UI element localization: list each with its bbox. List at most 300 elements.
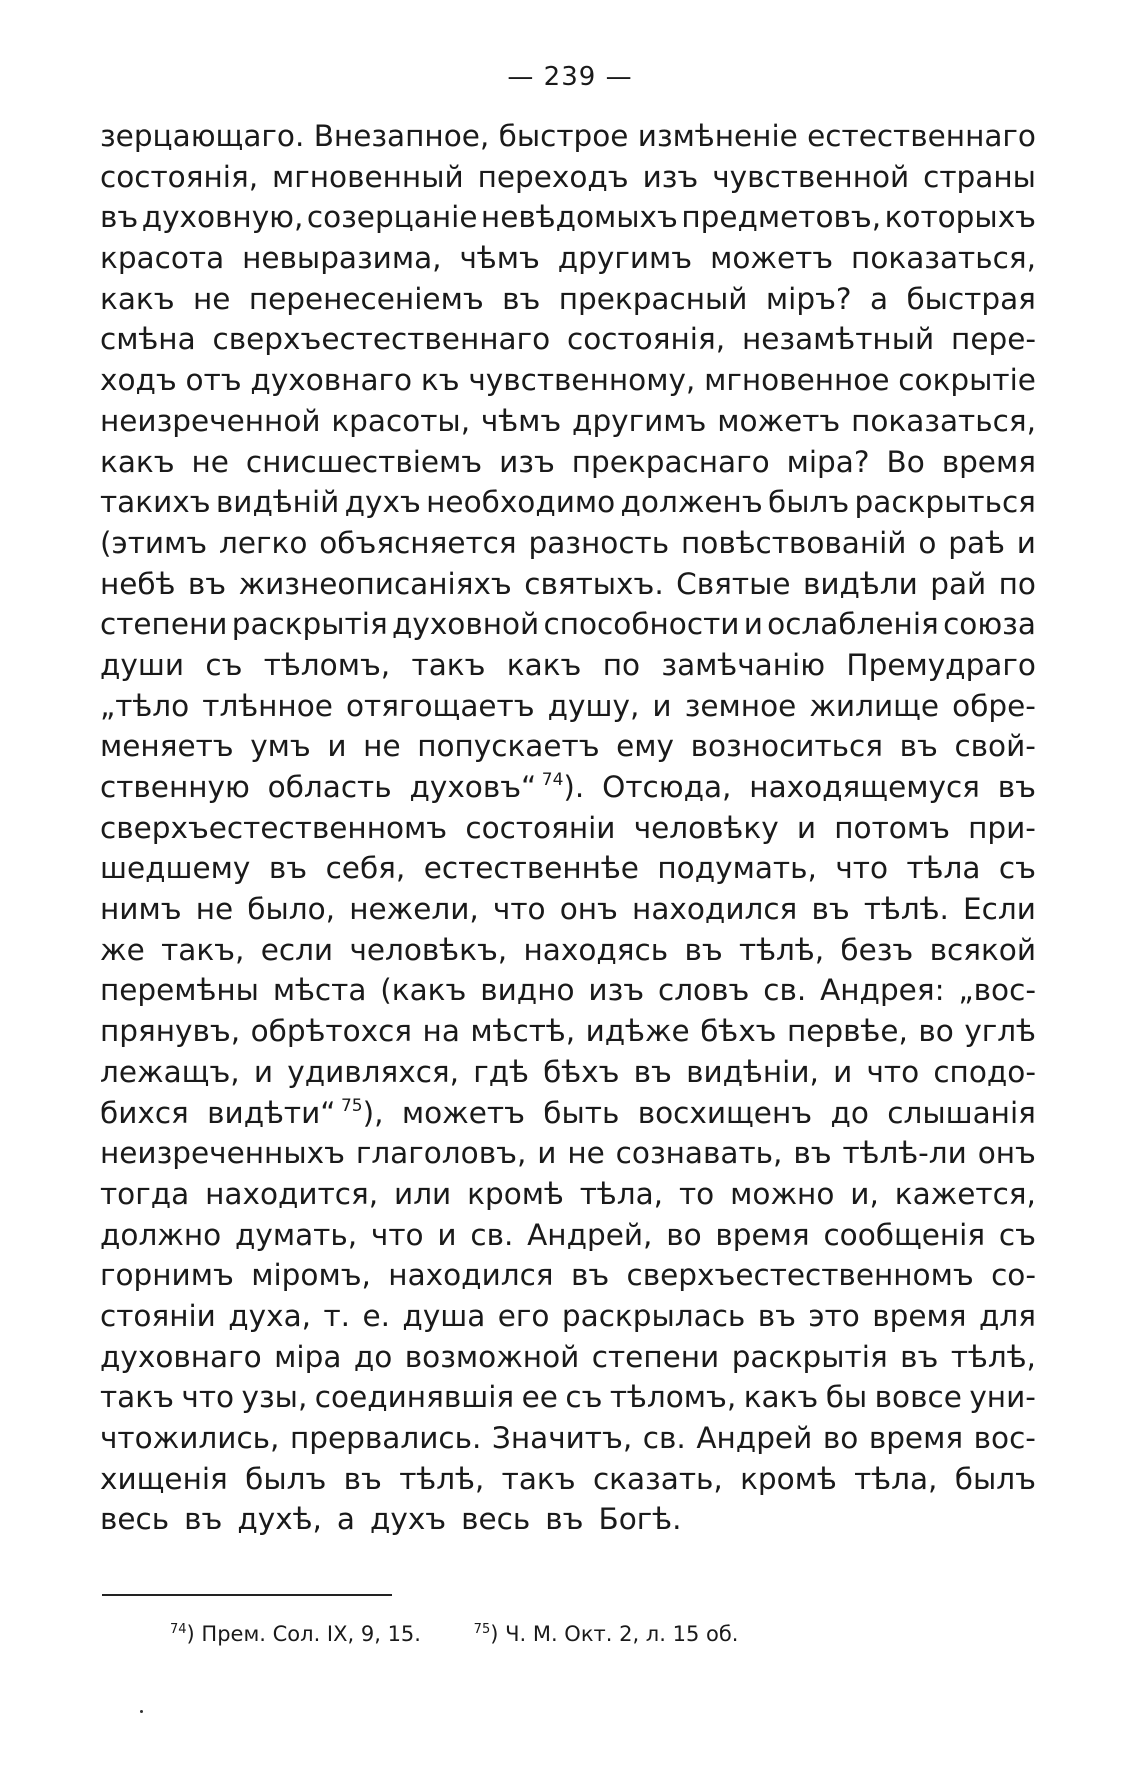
word: мгновенный	[272, 159, 464, 194]
word: въ	[184, 1502, 223, 1537]
word: бихся	[100, 1095, 189, 1130]
word: духовнаго	[250, 363, 413, 398]
word: духовную,	[141, 200, 304, 235]
word: а	[336, 1502, 355, 1537]
word: въ	[502, 281, 541, 316]
text-line	[100, 1337, 1036, 1378]
word: находился	[632, 892, 798, 927]
word: міра?	[786, 444, 870, 479]
word: можетъ	[717, 403, 841, 438]
text-line	[100, 116, 1036, 157]
word: видно	[480, 973, 575, 1008]
word: духовной	[391, 607, 540, 642]
word: уни-	[969, 1380, 1036, 1415]
word: для	[978, 1298, 1036, 1333]
word: раскрылась	[561, 1298, 746, 1333]
word: всякой	[929, 932, 1036, 967]
text-line	[100, 1377, 1036, 1418]
word: неизреченной	[100, 403, 321, 438]
word: время	[715, 1217, 810, 1252]
word: кромѣ	[467, 1176, 564, 1211]
word: гдѣ	[473, 1054, 529, 1089]
word: состоянія,	[567, 322, 726, 357]
word: съ	[565, 1380, 603, 1415]
word: можно	[730, 1176, 835, 1211]
footnote-divider	[102, 1594, 392, 1596]
word: души	[100, 647, 185, 682]
word: и	[833, 1054, 853, 1089]
word: перенесеніемъ	[248, 281, 484, 316]
word: видѣти“ $^{75}$),	[207, 1095, 384, 1130]
text-line	[100, 523, 1036, 564]
word: духѣ,	[237, 1502, 322, 1537]
word: міра	[274, 1339, 342, 1374]
word: прекрасный	[558, 281, 748, 316]
word: не	[363, 729, 401, 764]
word: мгновенное	[704, 363, 890, 398]
word: раскрыться	[854, 485, 1036, 520]
word: при-	[968, 810, 1036, 845]
word: Богѣ.	[598, 1502, 682, 1537]
text-line	[100, 279, 1036, 320]
word: сподо-	[933, 1054, 1036, 1089]
word: бѣхъ	[543, 1054, 620, 1089]
text-line	[100, 645, 1036, 686]
word: видѣли	[802, 566, 918, 601]
word: такъ	[411, 647, 486, 682]
word: въ	[343, 1461, 382, 1496]
word: и	[796, 810, 817, 845]
word: прянувъ,	[100, 1014, 241, 1049]
word: Если	[963, 892, 1036, 927]
word: красоты,	[331, 403, 471, 438]
text-line	[100, 1174, 1036, 1215]
word: весь	[100, 1502, 170, 1537]
word: находящемуся	[749, 770, 980, 804]
word: кромѣ	[740, 1461, 837, 1496]
word: ственную	[100, 770, 250, 804]
word: вос-	[973, 1421, 1036, 1455]
word: св.	[470, 1217, 514, 1252]
word: на	[422, 1014, 460, 1049]
word: сообщенія	[823, 1217, 986, 1252]
word: какъ	[100, 444, 175, 479]
word: ее	[521, 1380, 558, 1415]
word: что	[181, 1380, 235, 1415]
word: думать,	[235, 1217, 358, 1252]
word: и	[1016, 525, 1036, 560]
text-line	[100, 848, 1036, 889]
word: союза	[943, 607, 1036, 642]
word: такъ	[501, 1461, 576, 1496]
word: раѣ	[948, 525, 1005, 560]
word: зерцающаго.	[100, 119, 305, 153]
word: должно	[100, 1217, 222, 1252]
text-line	[100, 1499, 1036, 1540]
word: если	[260, 932, 334, 967]
word: тѣла,	[579, 1176, 664, 1211]
word: быть	[543, 1095, 620, 1130]
word: въ	[757, 1298, 796, 1333]
word: показаться,	[851, 241, 1036, 276]
text-line	[100, 360, 1036, 401]
word: и	[437, 1217, 457, 1252]
word: невыразима,	[242, 241, 442, 276]
word: обрѣтохся	[250, 1014, 413, 1049]
body-text	[100, 116, 1036, 1540]
word: „тѣло	[100, 688, 190, 723]
word: такъ,	[161, 932, 245, 967]
word: тѣла	[906, 851, 981, 886]
word: не	[192, 281, 231, 316]
word: мѣста	[272, 973, 367, 1008]
word: глаголовъ,	[355, 1136, 527, 1171]
word: время	[868, 1421, 964, 1455]
word: духовъ“ $^{74}$).	[409, 770, 585, 804]
word: созерцаніе	[306, 200, 478, 235]
word: какъ	[743, 1380, 819, 1415]
word: Святые	[676, 566, 791, 601]
word: прекраснаго	[571, 444, 770, 479]
word: показаться,	[851, 403, 1036, 438]
text-line	[100, 808, 1036, 849]
word: изъ	[642, 159, 699, 194]
word: отъ	[185, 363, 242, 398]
word: видѣній	[215, 485, 340, 520]
word: то	[679, 1176, 715, 1211]
word: былъ	[954, 1461, 1036, 1496]
word: Значитъ,	[491, 1421, 633, 1455]
word: лежащъ,	[100, 1054, 240, 1089]
word: сверхъестественномъ	[626, 1258, 974, 1293]
word: и	[537, 1136, 557, 1171]
word: чувственной	[712, 159, 910, 194]
word: чѣмъ	[480, 403, 562, 438]
text-line	[100, 1011, 1036, 1052]
text-line	[100, 1459, 1036, 1500]
word: попускаетъ	[417, 729, 600, 764]
word: въ	[100, 200, 139, 235]
word: способности	[543, 607, 740, 642]
word: е.	[362, 1298, 390, 1333]
word: предметовъ,	[681, 200, 882, 235]
word: въ	[900, 1339, 939, 1374]
text-line	[100, 1296, 1036, 1337]
word: повѣствованій	[680, 525, 907, 560]
word: можетъ	[401, 1095, 525, 1130]
footnote-text: ) Прем. Сол. IX, 9, 15.	[186, 1622, 421, 1646]
word: по	[998, 566, 1036, 601]
word: находясь	[523, 932, 669, 967]
word: удивляхся,	[287, 1054, 460, 1089]
footnote-text: ) Ч. М. Окт. 2, л. 15 об.	[490, 1622, 739, 1646]
text-line	[100, 1093, 1036, 1134]
word: потомъ	[834, 810, 950, 845]
word: его	[497, 1298, 550, 1333]
word: св.	[642, 1421, 686, 1455]
word: нежели,	[349, 892, 479, 927]
word: былъ	[768, 485, 850, 520]
word: (какъ	[380, 973, 467, 1008]
word: сказать,	[592, 1461, 723, 1496]
footnote-ref: 75	[335, 1095, 363, 1116]
word: или	[394, 1176, 452, 1211]
word: Андрей	[696, 1421, 813, 1455]
word: тлѣнное	[202, 688, 333, 723]
word: міромъ,	[251, 1258, 371, 1293]
word: чѣмъ	[459, 241, 540, 276]
word: (этимъ	[100, 525, 208, 560]
word: ему	[616, 729, 675, 764]
word: въ	[187, 566, 227, 601]
page-number: — 239 —	[507, 62, 633, 92]
word: въ	[268, 851, 308, 886]
word: измѣненіе	[637, 119, 798, 153]
word: легко	[219, 525, 308, 560]
word: естественнѣе	[423, 851, 639, 886]
text-line	[100, 686, 1036, 727]
word: въ	[633, 1054, 672, 1089]
word: слышанія	[887, 1095, 1036, 1130]
word: время	[872, 1298, 967, 1333]
word: тѣломъ,	[609, 1380, 737, 1415]
text-line	[100, 767, 1036, 808]
word: переходъ	[477, 159, 629, 194]
text-line	[100, 1133, 1036, 1174]
word: перемѣны	[100, 973, 259, 1008]
word: человѣкъ,	[349, 932, 508, 967]
word: необходимо	[426, 485, 616, 520]
word: что	[866, 1054, 920, 1089]
word: меняетъ	[100, 729, 234, 764]
word: возможной	[404, 1339, 580, 1374]
word: первѣе,	[787, 1014, 908, 1049]
text-line	[100, 970, 1036, 1011]
word: тѣла,	[854, 1461, 938, 1496]
word: не	[191, 444, 229, 479]
word: горнимъ	[100, 1258, 234, 1293]
word: въ	[793, 1136, 832, 1171]
word: бы	[825, 1380, 868, 1415]
word: и	[652, 688, 672, 723]
word: снисшествіемъ	[245, 444, 483, 479]
word: а	[869, 281, 889, 316]
word: Во	[886, 444, 925, 479]
word: какъ	[100, 281, 175, 316]
word: что	[835, 851, 889, 886]
word: словъ	[657, 973, 750, 1008]
word: сверхъестественномъ	[100, 810, 448, 845]
word: душа	[402, 1298, 486, 1333]
word: пере-	[951, 322, 1036, 357]
word: съ	[998, 851, 1036, 886]
word: сверхъестественнаго	[212, 322, 551, 357]
word: которыхъ	[884, 200, 1036, 235]
word: нимъ	[100, 892, 182, 927]
text-line	[100, 157, 1036, 198]
word: онъ	[977, 1136, 1036, 1171]
word: былъ	[245, 1461, 327, 1496]
word: ослабленія	[767, 607, 939, 642]
text-line	[100, 1418, 1036, 1459]
word: со-	[991, 1258, 1036, 1293]
word: „вос-	[958, 973, 1036, 1008]
word: неизреченныхъ	[100, 1136, 345, 1171]
word: время	[941, 444, 1036, 479]
word: смѣна	[100, 322, 196, 357]
word: до	[830, 1095, 869, 1130]
word: быстрое	[498, 119, 629, 153]
text-line	[100, 442, 1036, 483]
word: долженъ	[620, 485, 763, 520]
footnote-ref: 74	[536, 770, 564, 790]
word: состояніи	[465, 810, 616, 845]
word: такъ	[100, 1380, 174, 1415]
word: степени	[100, 607, 228, 642]
text-line	[100, 238, 1036, 279]
word: чувственному,	[468, 363, 696, 398]
word: жизнеописаніяхъ	[238, 566, 512, 601]
word: прервались.	[289, 1421, 482, 1455]
word: свой-	[954, 729, 1036, 764]
word: кажется,	[894, 1176, 1036, 1211]
word: же	[100, 932, 145, 967]
footnote-74	[170, 1622, 421, 1646]
word: человѣку	[633, 810, 779, 845]
text-line	[100, 401, 1036, 442]
word: св.	[763, 973, 807, 1008]
word: это	[808, 1298, 860, 1333]
word: небѣ	[100, 566, 176, 601]
footnote-75	[474, 1622, 739, 1646]
word: раскрытія	[731, 1339, 888, 1374]
word: тѣлѣ,	[739, 932, 825, 967]
word: не	[195, 892, 234, 927]
word: находился	[388, 1258, 554, 1293]
word: душу,	[547, 688, 640, 723]
word: изъ	[588, 973, 645, 1008]
footnotes	[170, 1622, 738, 1646]
text-line	[100, 726, 1036, 767]
word: такихъ	[100, 485, 211, 520]
word: объясняется	[319, 525, 517, 560]
word: невѣдомыхъ	[480, 200, 678, 235]
word: и,	[850, 1176, 879, 1211]
footnote-marker: 75	[473, 1622, 491, 1637]
word: степени	[591, 1339, 720, 1374]
word: видѣніи,	[686, 1054, 819, 1089]
word: тѣлѣ-ли	[842, 1136, 967, 1171]
word: въ	[545, 1502, 584, 1537]
word: въ	[684, 932, 723, 967]
word: изъ	[499, 444, 555, 479]
word: шедшему	[100, 851, 251, 886]
word: тѣлѣ,	[950, 1339, 1036, 1374]
word: по	[602, 647, 641, 682]
word: съ	[205, 647, 243, 682]
word: подумать,	[657, 851, 817, 886]
text-line	[100, 1215, 1036, 1256]
word: рай	[930, 566, 987, 601]
word: во	[666, 1217, 702, 1252]
word: въ	[997, 770, 1036, 804]
text-line	[100, 319, 1036, 360]
word: красота	[100, 241, 225, 276]
word: возноситься	[690, 729, 884, 764]
text-line	[100, 482, 1036, 523]
word: умъ	[250, 729, 311, 764]
word: и	[253, 1054, 274, 1089]
word: въ	[570, 1258, 610, 1293]
word: Премудраго	[846, 647, 1036, 682]
text-line	[100, 564, 1036, 605]
word: ходъ	[100, 363, 177, 398]
word: духъ	[344, 485, 421, 520]
word: безъ	[840, 932, 914, 967]
word: другимъ	[557, 241, 693, 276]
word: мѣстѣ,	[470, 1014, 576, 1049]
word: находится,	[205, 1176, 379, 1211]
footnote-marker: 74	[170, 1622, 187, 1637]
word: замѣчанію	[661, 647, 826, 682]
word: сокрытіе	[898, 363, 1036, 398]
word: не	[567, 1136, 605, 1171]
text-line	[100, 930, 1036, 971]
word: Андрей,	[527, 1217, 653, 1252]
text-line	[100, 1255, 1036, 1296]
word: тѣломъ,	[263, 647, 391, 682]
text-line	[100, 197, 1036, 238]
word: вовсе	[874, 1380, 962, 1415]
word: тѣлѣ.	[863, 892, 949, 927]
word: духъ	[369, 1502, 447, 1537]
word: до	[353, 1339, 393, 1374]
word: естественнаго	[807, 119, 1036, 153]
word: и	[743, 607, 763, 642]
word: Внезапное,	[313, 119, 490, 153]
word: бѣхъ	[700, 1014, 777, 1049]
word: страны	[923, 159, 1036, 194]
word: тогда	[100, 1176, 190, 1211]
word: онъ	[559, 892, 618, 927]
word: незамѣтный	[741, 322, 935, 357]
word: отягощаетъ	[346, 688, 535, 723]
word: что	[370, 1217, 424, 1252]
word: хищенія	[100, 1461, 228, 1496]
word: духа,	[228, 1298, 312, 1333]
word: въ	[811, 892, 850, 927]
print-speck	[140, 1710, 143, 1713]
word: во	[918, 1014, 954, 1049]
word: состоянія,	[100, 159, 259, 194]
word: другимъ	[572, 403, 707, 438]
word: о	[918, 525, 937, 560]
word: углѣ	[964, 1014, 1036, 1049]
word: земное	[684, 688, 797, 723]
word: весь	[461, 1502, 531, 1537]
text-line	[100, 604, 1036, 645]
word: быстрая	[906, 281, 1036, 316]
word: и	[327, 729, 347, 764]
word: обре-	[952, 688, 1036, 723]
word: т.	[323, 1298, 351, 1333]
text-line	[100, 889, 1036, 930]
word: святыхъ.	[524, 566, 664, 601]
word: было,	[247, 892, 336, 927]
text-line	[100, 1052, 1036, 1093]
word: чтожились,	[100, 1421, 280, 1455]
word: міръ?	[765, 281, 852, 316]
